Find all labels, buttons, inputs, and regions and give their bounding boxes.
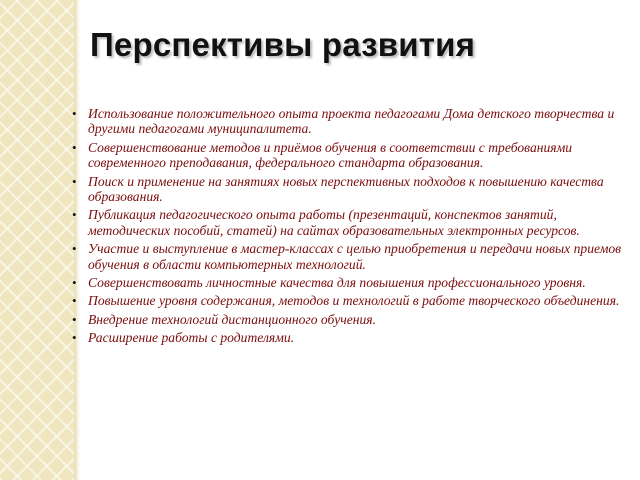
list-item-text: Совершенствовать личностные качества для повышения профессионального уровня.	[88, 275, 586, 291]
bullet-icon: •	[72, 311, 77, 327]
list-item-text: Участие и выступление в мастер-классах с целью приобретения и передачи новых приемов обучения в области компьютерных технологий.	[88, 241, 622, 272]
list-item	[72, 241, 632, 272]
bullet-icon: •	[72, 207, 77, 223]
list-item	[72, 293, 632, 308]
list-item-text: Использование положительного опыта проекта педагогами Дома детского творчества и другими педагогами муниципалитета.	[88, 106, 615, 137]
list-item-text: Совершенствование методов и приёмов обучения в соответствии с требованиями современного преподавания, федерального стандарта образования.	[88, 139, 573, 171]
list-item	[72, 140, 632, 171]
list-item-text: Публикация педагогического опыта работы (презентаций, конспектов занятий, методических пособий, статей) на сайтах образовательных электронных ресурсов.	[88, 207, 580, 238]
list-item	[72, 275, 632, 290]
bullet-icon: •	[72, 275, 77, 291]
list-item-text: Внедрение технологий дистанционного обучения.	[88, 311, 377, 327]
bullet-icon: •	[72, 293, 77, 309]
decorative-left-band	[0, 0, 74, 480]
bullet-icon: •	[72, 139, 77, 155]
slide-title: Перспективы развития	[90, 26, 476, 63]
list-item-text: Расширение работы с родителями.	[88, 330, 295, 346]
list-item	[72, 174, 632, 205]
bullet-icon: •	[72, 106, 77, 121]
list-item	[72, 207, 632, 238]
bullet-icon: •	[72, 173, 77, 189]
bullet-list	[72, 106, 632, 349]
list-item	[72, 312, 632, 327]
list-item-text: Повышение уровня содержания, методов и технологий в работе творческого объединения.	[88, 293, 620, 309]
list-item	[72, 330, 632, 345]
list-item-text: Поиск и применение на занятиях новых перспективных подходов к повышению качества образования.	[88, 173, 604, 205]
list-item	[72, 106, 632, 137]
bullet-icon: •	[72, 330, 77, 346]
bullet-icon: •	[72, 241, 77, 257]
